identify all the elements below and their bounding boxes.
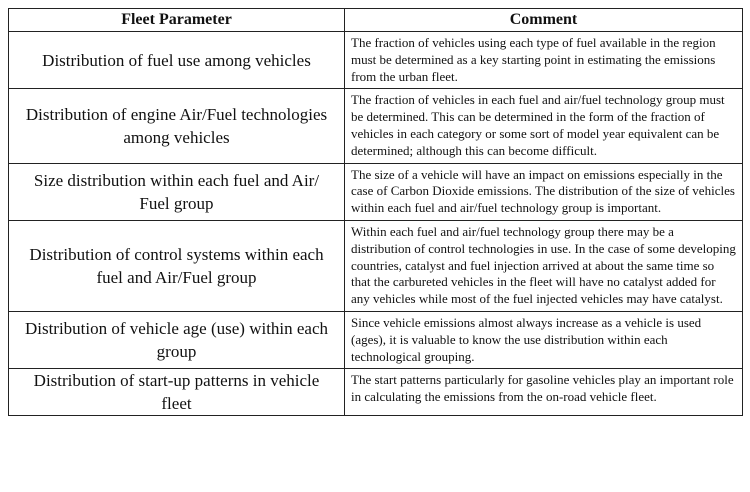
parameter-cell: Distribution of engine Air/Fuel technologies among vehicles [9,89,345,163]
comment-cell: Within each fuel and air/fuel technology group there may be a distribution of control technologies in use. In the case of some developing countries, catalyst and fuel injection arrived at about the same time so that the carbureted vehicles in the fleet will have no catalyst added for any vehicles while most of the fuel injected vehicles may have catalyst. [345,220,743,311]
table-row [9,32,743,89]
parameter-cell: Distribution of fuel use among vehicles [9,32,345,89]
comment-cell: The start patterns particularly for gasoline vehicles play an important role in calculating the emissions from the on-road vehicle fleet. [345,369,743,416]
table-row [9,311,743,368]
comment-cell: The size of a vehicle will have an impact on emissions especially in the case of Carbon Dioxide emissions. The distribution of the size of vehicles within each fuel and air/fuel technology group is important. [345,163,743,220]
comment-cell: The fraction of vehicles using each type of fuel available in the region must be determined as a key starting point in estimating the emissions from the urban fleet. [345,32,743,89]
parameter-cell: Size distribution within each fuel and Air/ Fuel group [9,163,345,220]
parameter-cell: Distribution of start-up patterns in vehicle fleet [9,369,345,416]
comment-cell: Since vehicle emissions almost always increase as a vehicle is used (ages), it is valuable to know the use distribution within each technological grouping. [345,311,743,368]
comment-cell: The fraction of vehicles in each fuel and air/fuel technology group must be determined. This can be determined in the form of the fraction of vehicles in each category or some sort of model year equivalent can be determined; although this can become difficult. [345,89,743,163]
header-fleet-parameter: Fleet Parameter [9,9,345,32]
fleet-parameter-table-container [8,8,742,416]
table-row [9,220,743,311]
parameter-cell: Distribution of control systems within each fuel and Air/Fuel group [9,220,345,311]
header-comment: Comment [345,9,743,32]
table-row [9,369,743,416]
table-row [9,89,743,163]
fleet-parameter-table [8,8,743,416]
table-row [9,163,743,220]
parameter-cell: Distribution of vehicle age (use) within each group [9,311,345,368]
table-header-row [9,9,743,32]
